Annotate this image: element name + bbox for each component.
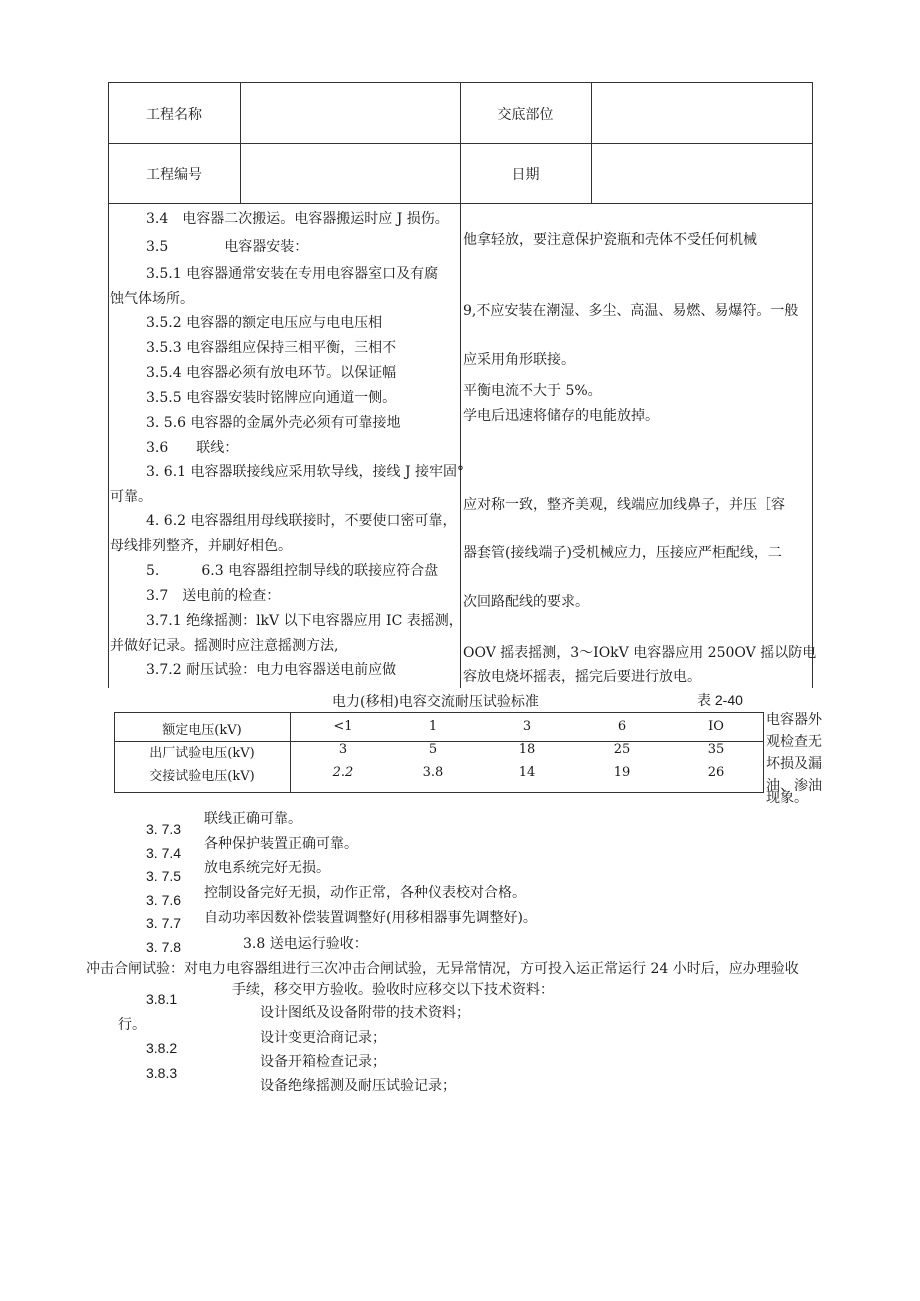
table-header-cell: IO bbox=[708, 719, 724, 734]
acceptance-number: 3. 7.8 bbox=[146, 939, 182, 955]
check-number: 3. 7.4 bbox=[146, 845, 182, 861]
table-cell: 35 bbox=[707, 742, 725, 757]
doc-item: 设计变更洽商记录； bbox=[260, 1030, 386, 1046]
side-note-line: 坏损及漏 bbox=[766, 756, 822, 772]
left-line: 5. 6.3 电容器组控制导线的联接应符合盘 bbox=[146, 563, 439, 579]
table-number: 表 2-40 bbox=[697, 692, 743, 708]
table-header-cell: 额定电压(kV) bbox=[162, 723, 242, 738]
check-number: 3. 7.6 bbox=[146, 892, 182, 908]
date-label: 日期 bbox=[511, 167, 540, 183]
doc-item-number: 3.8.2 bbox=[146, 1040, 178, 1056]
left-line: 3.5.4 电容器必须有放电环节。以保证幅 bbox=[146, 365, 397, 381]
table-cell: 交接试验电压(kV) bbox=[149, 769, 255, 784]
table-cell: 3 bbox=[338, 742, 348, 757]
side-note-line: 电容器外 bbox=[766, 712, 822, 728]
left-line: 3. 5.6 电容器的金属外壳必须有可靠接地 bbox=[146, 415, 401, 431]
right-line: 应对称一致，整齐美观，线端应加线鼻子，并压［容 bbox=[463, 497, 785, 513]
table-header-cell: <1 bbox=[333, 719, 353, 734]
check-number: 3. 7.7 bbox=[146, 915, 182, 931]
table-cell: 3.8 bbox=[422, 765, 444, 780]
table-cell: 25 bbox=[613, 742, 631, 757]
left-line: 3. 6.1 电容器联接线应采用软导线，接线 J 接牢固° bbox=[146, 464, 465, 480]
left-line: 3.5.3 电容器组应保持三相平衡，三相不 bbox=[146, 340, 397, 356]
left-line: 3.4 电容器二次搬运。电容器搬运时应 J 损伤。 bbox=[146, 211, 449, 227]
right-line: 次回路配线的要求。 bbox=[463, 594, 589, 610]
project-number-label: 工程编号 bbox=[146, 167, 202, 183]
left-line: 3.6 联线： bbox=[146, 440, 239, 456]
table-cell: 18 bbox=[518, 742, 536, 757]
table-cell: 5 bbox=[428, 742, 438, 757]
left-line: 3.7 送电前的检查： bbox=[146, 588, 281, 604]
right-line: OOV 摇表摇测，3～IOkV 电容器应用 250OV 摇以防电 bbox=[463, 645, 817, 661]
left-line: 3.7.1 绝缘摇测：lkV 以下电容器应用 IC 表摇测， bbox=[146, 613, 463, 629]
check-number: 3. 7.5 bbox=[146, 868, 182, 884]
table-header-cell: 3 bbox=[522, 719, 532, 734]
table-cell: 2.2 bbox=[332, 765, 354, 780]
check-text: 放电系统完好无损。 bbox=[204, 860, 330, 876]
left-line: 蚀气体场所。 bbox=[110, 291, 194, 307]
left-line: 3.7.2 耐压试验：电力电容器送电前应做 bbox=[146, 662, 397, 678]
table-cell: 出厂试验电压(kV) bbox=[149, 746, 255, 761]
table-cell: 14 bbox=[518, 765, 536, 780]
left-line: 3.5.1 电容器通常安装在专用电容器室口及有腐 bbox=[146, 266, 439, 282]
table-header-cell: 6 bbox=[617, 719, 627, 734]
check-number: 3. 7.3 bbox=[146, 821, 182, 837]
left-line: 并做好记录。摇测时应注意摇测方法, bbox=[110, 638, 339, 654]
right-line: 器套管(接线端子)受机械应力，压接应严柜配线，二 bbox=[463, 545, 782, 561]
table-title: 电力(移相)电容交流耐压试验标准 bbox=[332, 694, 539, 710]
table-cell: 19 bbox=[613, 765, 631, 780]
acceptance-text-line1: 冲击合闸试验：对电力电容器组进行三次冲击合闸试验，无异常情况，方可投入运正常运行 24 小时后，应办理验收 bbox=[86, 961, 799, 977]
check-text: 联线正确可靠。 bbox=[204, 811, 302, 827]
doc-item-number: 3.8.1 bbox=[146, 991, 178, 1007]
table-header-cell: 1 bbox=[428, 719, 438, 734]
acceptance-tail: 行。 bbox=[118, 1017, 146, 1033]
right-line: 学电后迅速将储存的电能放掉。 bbox=[463, 408, 659, 424]
side-note-line: 观检查无 bbox=[766, 734, 822, 750]
left-line: 母线排列整齐，并刷好相色。 bbox=[110, 538, 292, 554]
right-line: 他拿轻放，要注意保护瓷瓶和壳体不受任何机械 bbox=[463, 232, 757, 248]
left-line: 可靠。 bbox=[110, 489, 152, 505]
handover-part-label: 交底部位 bbox=[497, 107, 554, 123]
right-line: 容放电烧坏摇表，摇完后要进行放电。 bbox=[463, 669, 701, 685]
check-text: 自动功率因数补偿装置调整好(用移相器事先调整好)。 bbox=[204, 910, 537, 926]
doc-item: 设计图纸及设备附带的技术资料； bbox=[260, 1005, 470, 1021]
right-line: 应采用角形联接。 bbox=[463, 352, 575, 368]
check-text: 各种保护装置正确可靠。 bbox=[204, 836, 358, 852]
right-line: 9,不应安装在潮湿、多尘、高温、易燃、易爆符。一般 bbox=[463, 303, 799, 319]
right-line: 平衡电流不大于 5%。 bbox=[463, 383, 602, 399]
table-cell: 26 bbox=[707, 765, 725, 780]
acceptance-heading: 3.8 送电运行验收： bbox=[243, 936, 368, 952]
acceptance-text-line2: 手续，移交甲方验收。验收时应移交以下技术资料： bbox=[232, 982, 554, 998]
project-name-label: 工程名称 bbox=[146, 107, 202, 123]
left-line: 3.5 电容器安装： bbox=[146, 239, 309, 255]
side-note-line: 现象。 bbox=[766, 790, 808, 806]
doc-item: 设备开箱检查记录； bbox=[260, 1054, 386, 1070]
left-line: 3.5.5 电容器安装时铭牌应向通道一侧。 bbox=[146, 390, 397, 406]
doc-item-number: 3.8.3 bbox=[146, 1065, 178, 1081]
left-line: 4. 6.2 电容器组用母线联接时，不要使口密可靠， bbox=[146, 513, 457, 529]
check-text: 控制设备完好无损，动作正常，各种仪表校对合格。 bbox=[204, 885, 526, 901]
left-line: 3.5.2 电容器的额定电压应与电电压相 bbox=[146, 315, 383, 331]
side-note-line: 油、渗油 bbox=[766, 778, 822, 794]
doc-item: 设备绝缘摇测及耐压试验记录； bbox=[260, 1078, 456, 1094]
